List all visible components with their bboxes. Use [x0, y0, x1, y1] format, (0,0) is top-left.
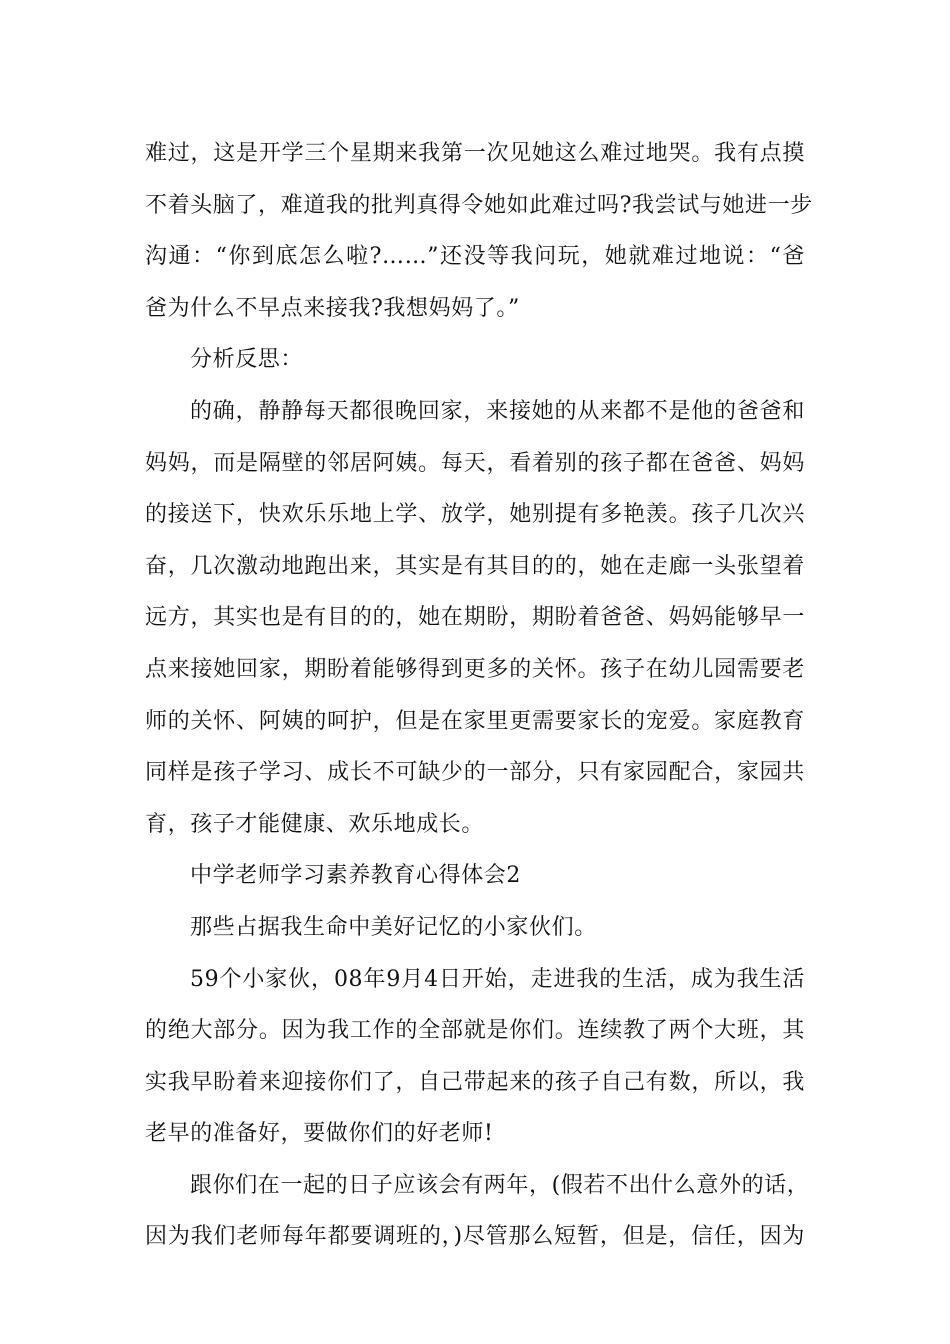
text-line: 因为我们老师每年都要调班的，)尽管那么短暂，但是，信任，因为	[145, 1224, 805, 1250]
text-line: 沟通：“你到底怎么啦?……”还没等我问玩，她就难过地说：“爸	[145, 244, 805, 270]
text-line: 爸为什么不早点来接我?我想妈妈了。”	[145, 295, 520, 321]
text-line: 奋，几次激动地跑出来，其实是有其目的的，她在走廊一头张望着	[145, 553, 805, 579]
text-line: 不着头脑了，难道我的批判真得令她如此难过吗?我尝试与她进一步	[145, 192, 813, 218]
text-line: 老早的准备好，要做你们的好老师!	[145, 1121, 494, 1147]
text-line: 育，孩子才能健康、欢乐地成长。	[145, 811, 485, 837]
text-line: 远方，其实也是有目的的，她在期盼，期盼着爸爸、妈妈能够早一	[145, 605, 805, 631]
text-line: 分析反思：	[190, 347, 304, 373]
text-line: 的绝大部分。因为我工作的全部就是你们。连续教了两个大班，其	[145, 1018, 805, 1044]
text-line: 实我早盼着来迎接你们了，自己带起来的孩子自己有数，所以，我	[145, 1069, 805, 1095]
text-line: 的确，静静每天都很晚回家，来接她的从来都不是他的爸爸和	[190, 398, 805, 424]
text-line: 点来接她回家，期盼着能够得到更多的关怀。孩子在幼儿园需要老	[145, 656, 805, 682]
text-line: 同样是孩子学习、成长不可缺少的一部分，只有家园配合，家园共	[145, 760, 805, 786]
text-line: 难过，这是开学三个星期来我第一次见她这么难过地哭。我有点摸	[145, 141, 805, 166]
body-text	[145, 128, 813, 1263]
text-line: 跟你们在一起的日子应该会有两年，(假若不出什么意外的话，	[190, 1172, 810, 1198]
text-line: 中学老师学习素养教育心得体会2	[190, 863, 521, 889]
text-line: 师的关怀、阿姨的呵护，但是在家里更需要家长的宠爱。家庭教育	[145, 708, 805, 734]
text-line: 那些占据我生命中美好记忆的小家伙们。	[190, 914, 597, 940]
text-line: 的接送下，快欢乐乐地上学、放学，她别提有多艳羡。孩子几次兴	[145, 502, 805, 528]
text-line: 59个小家伙，08年9月4日开始，走进我的生活，成为我生活	[190, 966, 805, 992]
text-line: 妈妈，而是隔壁的邻居阿姨。每天，看着别的孩子都在爸爸、妈妈	[145, 450, 805, 476]
